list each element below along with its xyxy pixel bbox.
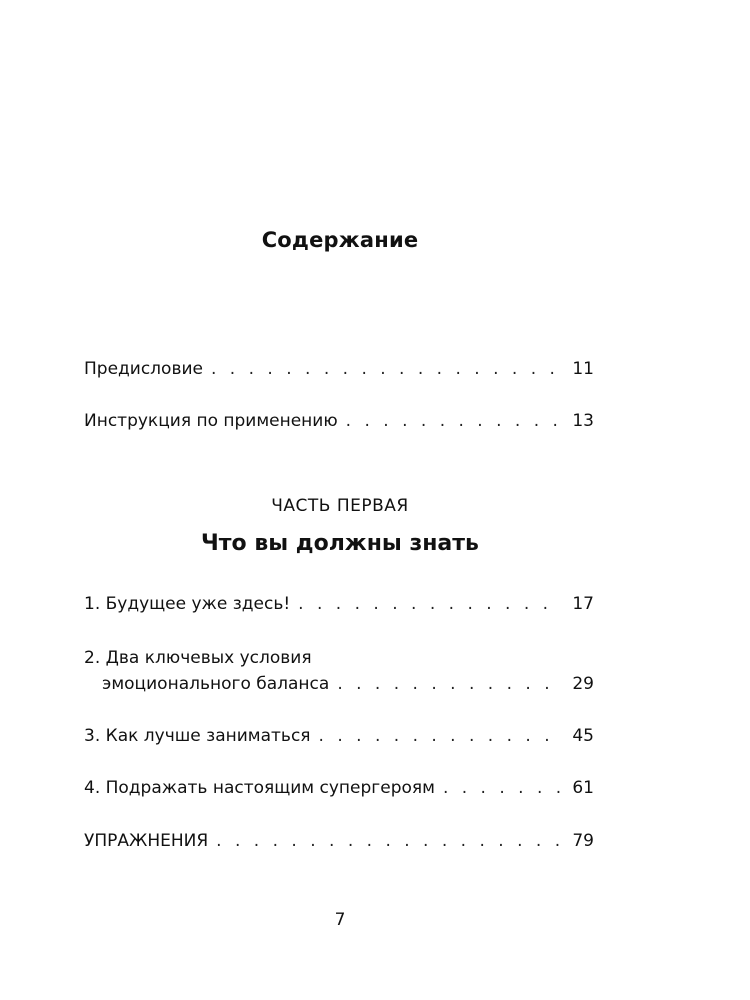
entry-page-number: 45 (572, 726, 594, 746)
page-number: 7 (334, 910, 346, 930)
entry-title: 4. Подражать настоящим супергероям (84, 778, 435, 798)
toc-heading: Содержание (261, 228, 419, 252)
toc-entry-exercises (84, 828, 594, 854)
dot-leader (216, 828, 562, 854)
entry-title-line-1: 2. Два ключевых условия (84, 648, 312, 668)
entry-title: Инструкция по применению (84, 411, 338, 431)
entry-page-number: 17 (572, 594, 594, 614)
entry-title: Предисловие (84, 359, 203, 379)
entry-page-number: 11 (572, 359, 594, 379)
entry-title: 1. Будущее уже здесь! (84, 594, 291, 614)
toc-entry-chapter-1 (84, 591, 594, 617)
entry-title: 3. Как лучше заниматься (84, 726, 311, 746)
dot-leader (211, 356, 562, 382)
toc-entry-chapter-3 (84, 723, 594, 749)
toc-entry-chapter-2 (84, 645, 594, 697)
dot-leader (337, 671, 562, 697)
entry-page-number: 29 (572, 674, 594, 694)
toc-entry-preface (84, 356, 594, 382)
toc-entry-chapter-4 (84, 775, 594, 801)
dot-leader (298, 591, 562, 617)
part-label: ЧАСТЬ ПЕРВАЯ (271, 496, 409, 516)
entry-page-number: 61 (572, 778, 594, 798)
dot-leader (319, 723, 562, 749)
entry-title-line-2: эмоционального баланса (102, 674, 330, 694)
entry-title: УПРАЖНЕНИЯ (84, 831, 209, 851)
dot-leader (443, 775, 562, 801)
toc-entry-instructions (84, 408, 594, 434)
part-title: Что вы должны знать (201, 531, 479, 556)
entry-page-number: 79 (572, 831, 594, 851)
dot-leader (346, 408, 562, 434)
entry-page-number: 13 (572, 411, 594, 431)
